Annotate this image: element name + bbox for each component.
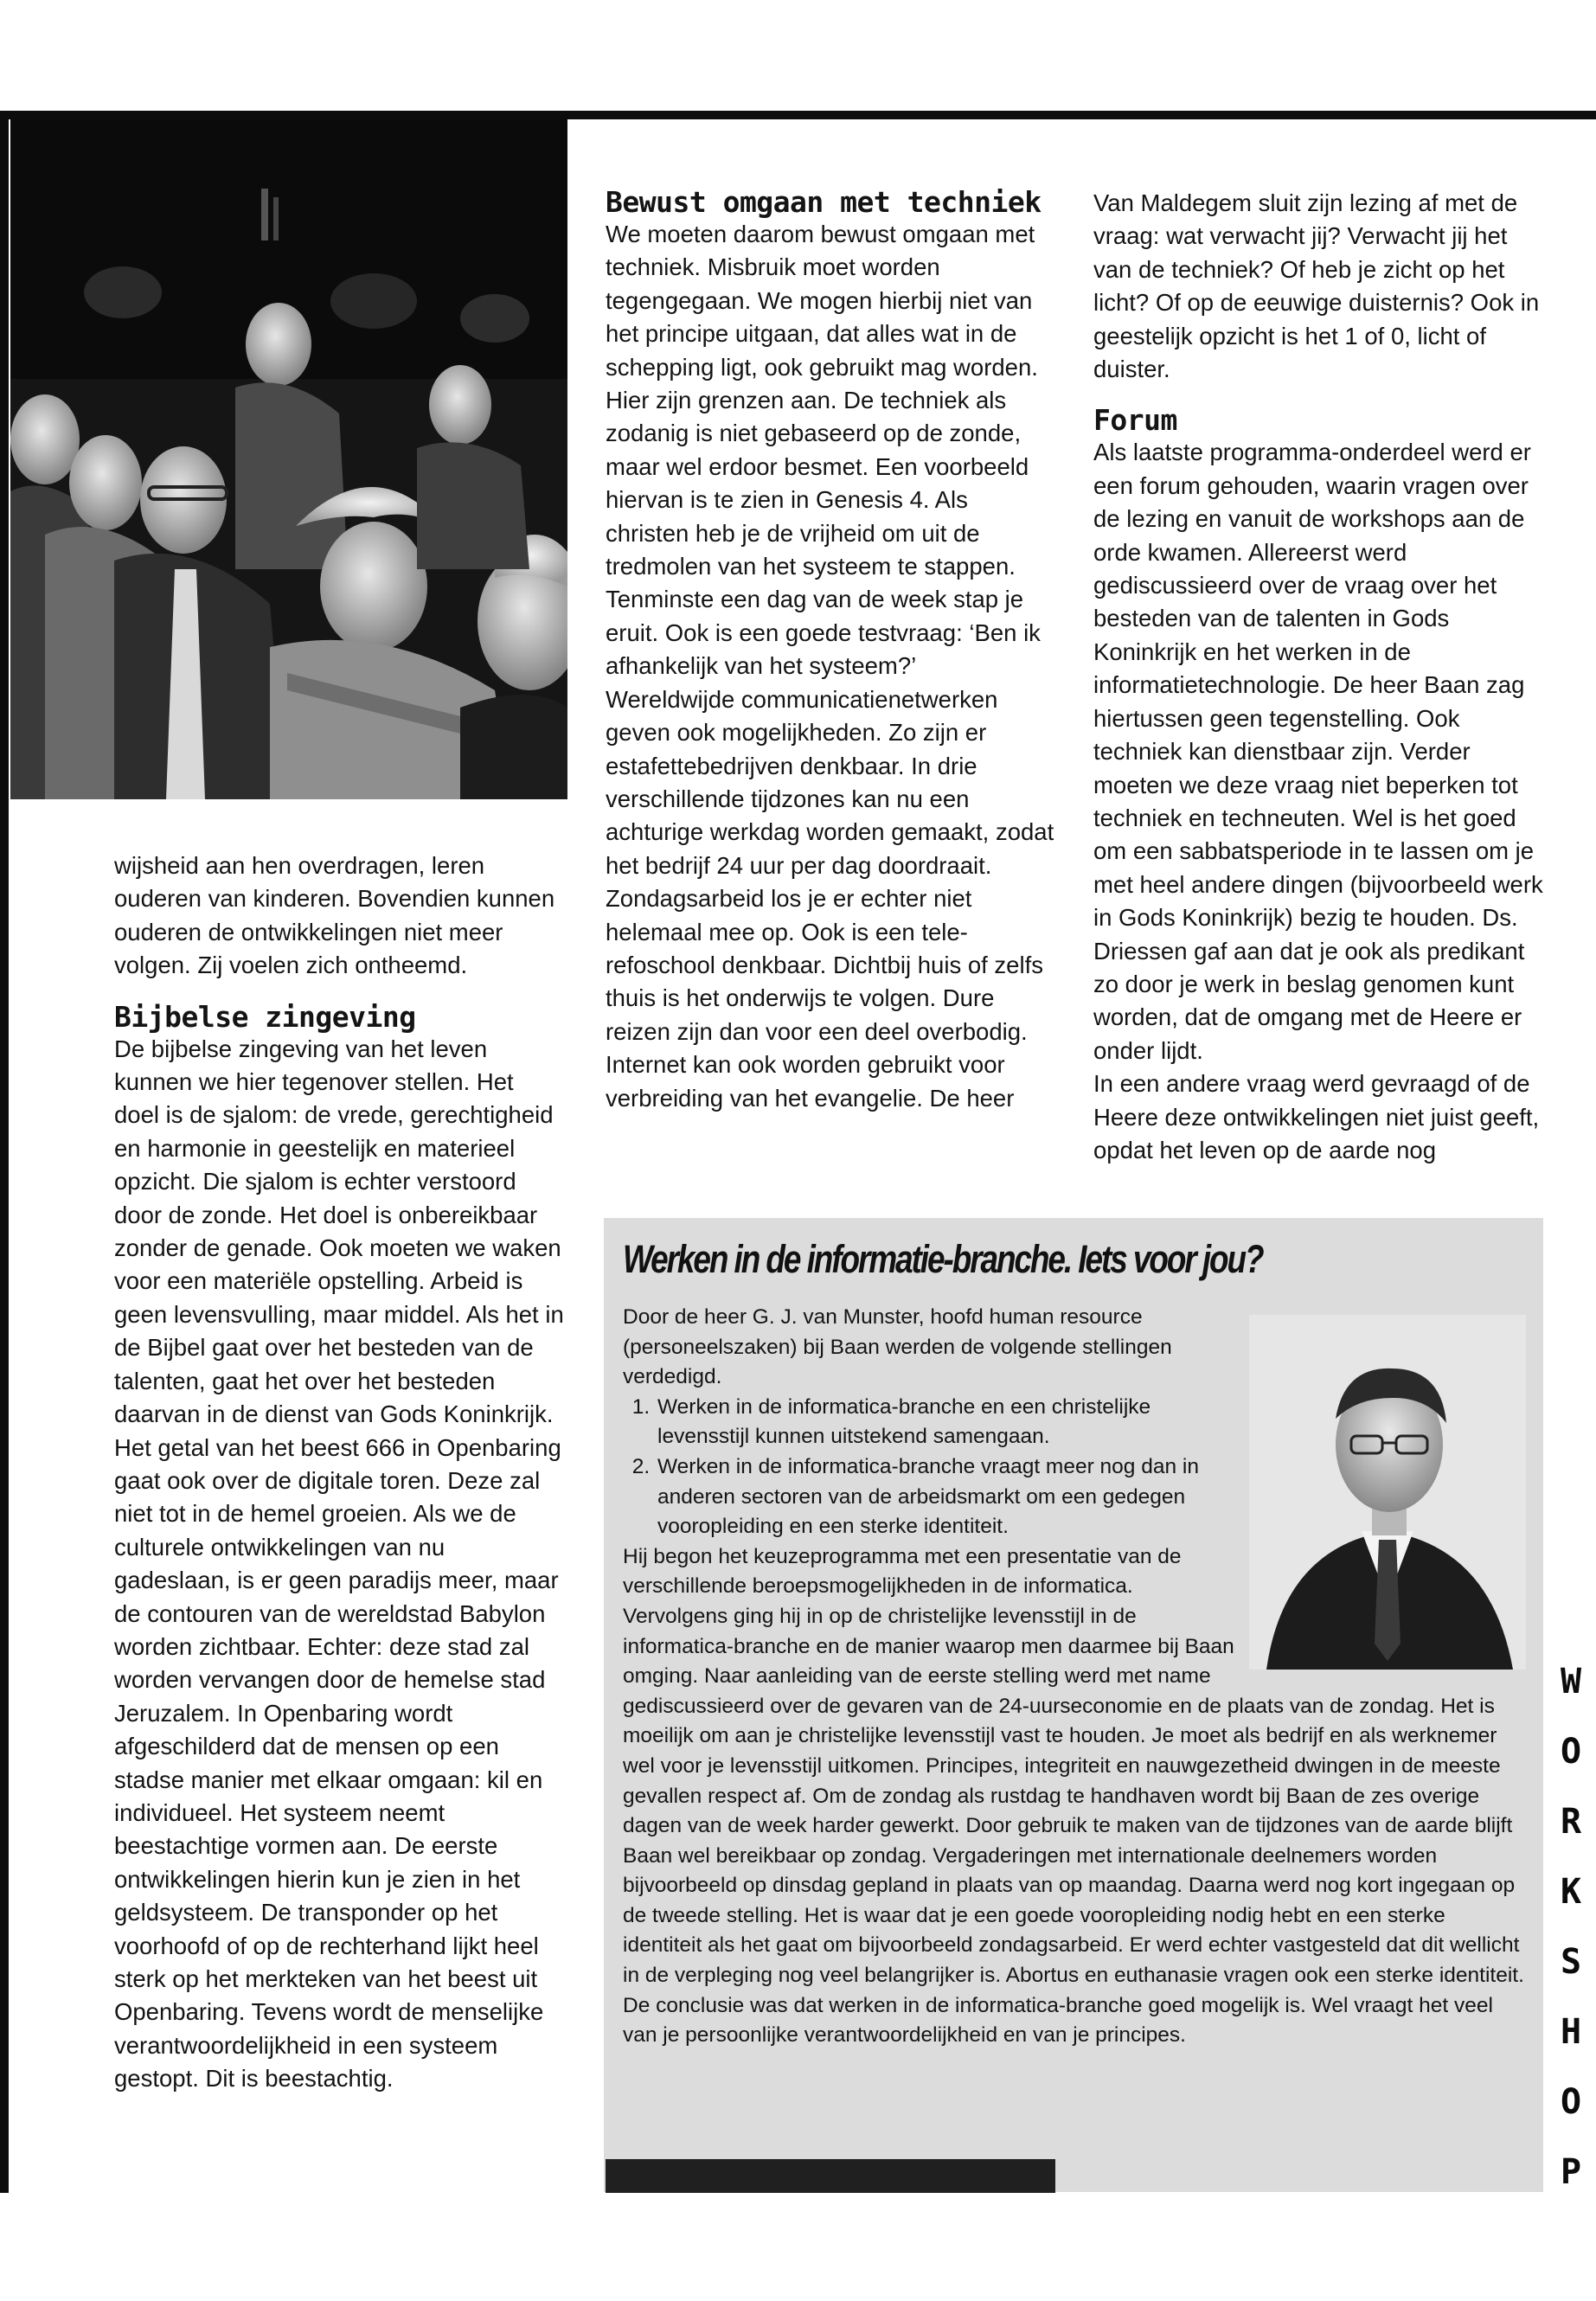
column-3-paragraph: In een andere vraag werd gevraagd of de Heere deze ontwikkelingen niet juist geeft, opdat het leven op de aarde nog [1093, 1070, 1540, 1163]
sidebar-box [604, 1218, 1543, 2192]
left-border [0, 119, 9, 2193]
statement-item: 1. Werken in de informatica-branche en een christelijke levensstijl kunnen uitstekend samengaan. [656, 1393, 1526, 1452]
audience-photo [10, 119, 567, 799]
speaker-portrait-illustration [1249, 1315, 1526, 1670]
side-label-letter: H [1560, 2012, 1582, 2052]
column-2 [606, 187, 1055, 1115]
column-2-paragraph: Wereldwijde communicatienetwerken geven ook mogelijkheden. Zo zijn er estafettebedrijven denkbaar. In drie verschillende tijdzones kan nu een achturige werkdag worden gemaakt, zodat het bedrijf 24 uur per dag doordraait. Zondagsarbeid los je er echter niet helemaal mee op. Ook is een tele-refoschool denkbaar. Dichtbij huis of zelfs thuis is het onderwijs te volgen. Dure reizen zijn dan voor een deel overbodig. Internet kan ook worden gebruikt voor verbreiding van het evangelie. De heer [606, 685, 1054, 1112]
next-article-strip [606, 2159, 1055, 2194]
column-1-intro: wijsheid aan hen overdragen, leren ouderen van kinderen. Bovendien kunnen ouderen de ontwikkelingen niet meer volgen. Zij voelen zich ontheemd. [114, 852, 555, 979]
side-label-letter: O [1560, 2082, 1582, 2122]
page-bottom-margin [0, 2193, 1596, 2301]
statement-item: 2. Werken in de informatica-branche vraagt meer nog dan in anderen sectoren van de arbeidsmarkt om een gedegen vooropleiding en een sterke identiteit. [656, 1452, 1526, 1542]
audience-photo-illustration [10, 119, 567, 799]
box-body-text: Hij begon het keuzeprogramma met een presentatie van de verschillende beroepsmogelijkheden in de informatica. Vervolgens ging hij in op de christelijke levensstijl in de informatica-branche en de manier waarop men daarmee bij Baan omging. Naar aanleiding van de eerste stelling werd met name gediscussieerd over de gevaren van de 24-uurseconomie en de plaats van de zondag. Het is moeilijk om aan je christelijke levensstijl vast te houden. Je moet als bedrijf en als werknemer wel voor je levensstijl uitkomen. Principes, integriteit en nauwgezetheid dwingen in de meeste gevallen respect af. Om de zondag als rustdag te handhaven wordt bij Baan de zes overige dagen van de week harder gewerkt. Door gebruik te maken van de tijdzones van de aarde blijft Baan wel bereikbaar op zondag. Vergaderingen met internationale deelnemers worden bijvoorbeeld op dinsdag gepland in plaats van op maandag. Daarna werd nog kort ingegaan op de tweede stelling. Het is waar dat je een goede vooropleiding nodig hebt en een sterke identiteit als het gaat om bijvoorbeeld zondagsarbeid. Er werd echter vastgesteld dat dit wellicht in de verpleging nog veel belangrijker is. Abortus en euthanasie vragen ook een sterke identiteit. [623, 1544, 1524, 1988]
heading-bijbelse-zingeving: Bijbelse zingeving [114, 999, 416, 1034]
side-label-letter: P [1560, 2152, 1582, 2192]
side-label-letter: R [1560, 1802, 1582, 1842]
side-label-letter: W [1560, 1662, 1582, 1702]
column-3-intro: Van Maldegem sluit zijn lezing af met de vraag: wat verwacht jij? Verwacht jij het van de techniek? Of heb je zicht op het licht? Of op de eeuwige duisternis? Ook in geestelijk opzicht is het 1 of 0, licht of duister. [1093, 189, 1540, 383]
speaker-portrait [1249, 1315, 1526, 1670]
side-label-letter: K [1560, 1872, 1582, 1912]
column-3 [1093, 187, 1543, 1167]
workshop-side-label [1554, 1647, 1588, 2208]
column-1-paragraph: Het getal van het beest 666 in Openbaring gaat ook over de digitale toren. Deze zal niet tot in de hemel groeien. Als we de culturele ontwikkelingen van nu gadeslaan, is er geen paradijs meer, maar de contouren van de wereldstad Babylon worden zichtbaar. Echter: deze stad zal worden vervangen door de hemelse stad Jeruzalem. In Openbaring wordt afgeschilderd dat de mensen op een stadse manier met elkaar omgaan: kil en individueel. Het systeem neemt beestachtige vormen aan. De eerste ontwikkelingen hierin kun je zien in het geldsysteem. De transponder op het voorhoofd of op de rechterhand lijkt heel sterk op het merkteken van het beest uit Openbaring. Tevens wordt de menselijke verantwoordelijkheid in een systeem gestopt. Dit is beestachtig. [114, 1433, 561, 2093]
heading-forum: Forum [1093, 403, 1177, 438]
column-1-paragraph: De bijbelse zingeving van het leven kunnen we hier tegenover stellen. Het doel is de sjalom: de vrede, gerechtigheid en harmonie in geestelijk en materieel opzicht. Die sjalom is echter verstoord door de zonde. Het doel is onbereikbaar zonder de genade. Ook moeten we waken voor een materiële opstelling. Arbeid is geen levensvulling, maar middel. Als het in de Bijbel gaat over het besteden van de talenten, gaat het over het besteden daarvan in de dienst van Gods Koninkrijk. [114, 1035, 564, 1428]
box-title: Werken in de informatie-branche. Iets voor jou? [623, 1237, 1263, 1281]
box-conclusion: De conclusie was dat werken in de informatica-branche goed mogelijk is. Wel vraagt het veel van je persoonlijke verantwoordelijkheid en van je principes. [623, 1993, 1493, 2048]
top-border [0, 111, 1596, 119]
box-intro: Door de heer G. J. van Munster, hoofd human resource (personeelszaken) bij Baan werden de volgende stellingen verdedigd. [623, 1305, 1172, 1389]
heading-bewust-omgaan: Bewust omgaan met techniek [606, 185, 1042, 219]
side-label-letter: S [1560, 1942, 1582, 1982]
column-2-paragraph: We moeten daarom bewust omgaan met techniek. Misbruik moet worden tegengegaan. We mogen hierbij niet van het principe uitgaan, dat alles wat in de schepping ligt, ook gebruikt mag worden. Hier zijn grenzen aan. De techniek als zodanig is niet gebaseerd op de zonde, maar wel erdoor besmet. Een voorbeeld hiervan is te zien in Genesis 4. Als christen heb je de vrijheid om uit de tredmolen van het systeem te stappen. Tenminste een dag van de week stap je eruit. Ook is een goede testvraag: ‘Ben ik afhankelijk van het systeem?’ [606, 221, 1041, 680]
side-label-letter: O [1560, 1732, 1582, 1772]
column-3-paragraph: Als laatste programma-onderdeel werd er een forum gehouden, waarin vragen over de lezing en vanuit de workshops aan de orde kwamen. Allereerst werd gediscussieerd over de vraag over het besteden van de talenten in Gods Koninkrijk en het werken in de informatietechnologie. De heer Baan zag hiertussen geen tegenstelling. Ook techniek kan dienstbaar zijn. Verder moeten we deze vraag niet beperken tot techniek en techneuten. Wel is het goed om een sabbatsperiode in te lassen om je met heel andere dingen (bijvoorbeeld werk in Gods Koninkrijk) bezig te houden. Ds. Driessen gaf aan dat je ook als predikant zo door je werk in beslag genomen kunt worden, dat de omgang met de Heere er onder lijdt. [1093, 439, 1543, 1064]
column-1 [114, 849, 564, 2096]
box-body [623, 1303, 1526, 2051]
